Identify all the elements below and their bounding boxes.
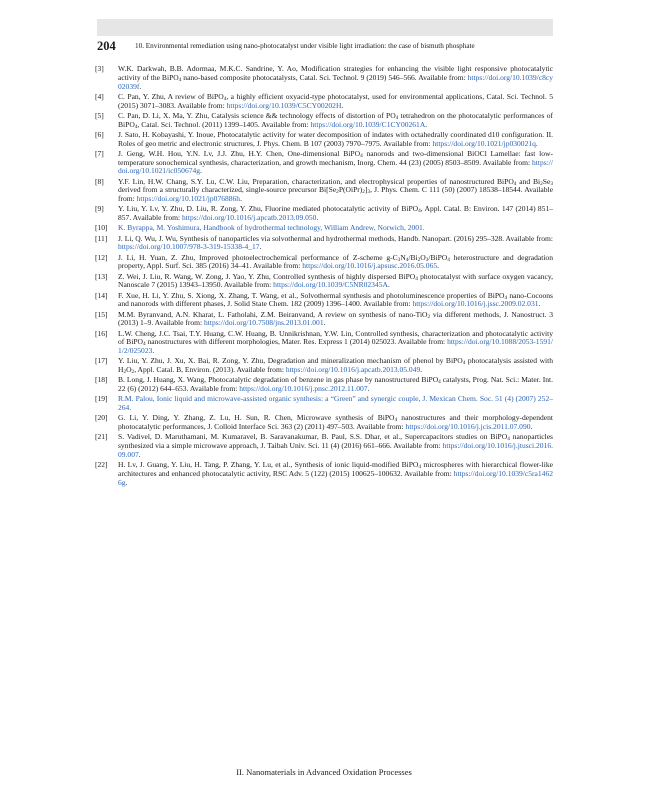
header-bar bbox=[97, 19, 553, 36]
reference-number: [4] bbox=[95, 91, 104, 101]
doi-link[interactable]: https://doi.org/10.1021/ic050674g bbox=[118, 157, 553, 176]
reference-list bbox=[95, 65, 553, 489]
reference-text[interactable]: K. Byrappa, M. Yoshimura, Handbook of hydrothermal technology, William Andrew, Norwich, 2001. bbox=[118, 223, 425, 233]
reference-number: [3] bbox=[95, 64, 104, 73]
reference-text: F. Xue, H. Li, Y. Zhu, S. Xiong, X. Zhang, T. Wang, et al., Solvothermal synthesis and photoluminescence properties of BiPO$_4$ nano-Cocoons and nanorods with different phases, J. Solid State Chem. 182 (2009) 1396–1400. Available from: bbox=[118, 290, 553, 309]
doi-link[interactable]: https://doi.org/10.1016/j.apsusc.2016.05.065 bbox=[302, 261, 438, 271]
doi-link[interactable]: https://doi.org/10.1039/C1CY00261A bbox=[310, 119, 426, 129]
reference-number: [16] bbox=[95, 328, 108, 338]
reference-number: [19] bbox=[95, 394, 108, 404]
reference-number: [15] bbox=[95, 309, 108, 319]
reference-number: [8] bbox=[95, 176, 104, 186]
reference-item bbox=[95, 414, 553, 432]
reference-text: L.W. Cheng, J.C. Tsai, T.Y. Huang, C.W. Huang, B. Unnikrishnan, Y.W. Lin, Controlled synthesis, characterization and photocatalytic activity of BiPO$_4$ nanostructures with different morphologies, Mater. Res. Express 1 (2014) 025023. Available from: bbox=[118, 328, 553, 348]
reference-text: J. Sato, H. Kobayashi, Y. Inoue, Photocatalytic activity for water decomposition of indates with octahedrally coordinated d10 configuration. II. Roles of geo metric and electronic structures, J. Phys. Chem. B 107 (2003) 7970–7975. Available from: bbox=[118, 129, 553, 148]
reference-number: [11] bbox=[95, 233, 108, 243]
reference-text: G. Li, Y. Ding, Y. Zhang, Z. Lu, H. Sun, R. Chen, Microwave synthesis of BiPO$_4$ nanostructures and their morphology-dependent photocatalytic performances, J. Colloid Interface Sci. 363 (2) (2011) 497–503. Available from: bbox=[118, 413, 553, 431]
doi-link[interactable]: https://doi.org/10.1016/j.jssc.2009.02.031 bbox=[412, 299, 539, 309]
reference-number: [21] bbox=[95, 432, 108, 442]
doi-link[interactable]: https://doi.org/10.1016/j.jcis.2011.07.090 bbox=[405, 422, 531, 431]
reference-text: H. Lv, J. Guang, Y. Liu, H. Tang, P. Zhang, Y. Lu, et al., Synthesis of ionic liquid-modified BiPO$_4$ microspheres with hierarchical flower-like architectures and enhanced photocatalytic activity, RSC Adv. 5 (122) (2015) 100625–100632. Available from: bbox=[118, 460, 553, 478]
reference-number: [10] bbox=[95, 223, 108, 233]
reference-item bbox=[95, 235, 553, 253]
reference-item bbox=[95, 273, 553, 291]
reference-item bbox=[95, 254, 553, 272]
reference-text: Y. Liu, Y. Lv, Y. Zhu, D. Liu, R. Zong, Y. Zhu, Fluorine mediated photocatalytic activity of BiPO$_4$, Appl. Catal. B: Environ. 147 (2014) 851–857. Available from: bbox=[118, 204, 553, 222]
reference-end-punct: . bbox=[437, 261, 440, 271]
doi-link[interactable]: https://doi.org/10.1088/2053-1591/1/2/025023 bbox=[118, 337, 554, 355]
doi-link[interactable]: https://doi.org/10.1016/j.jtusci.2016.09.007 bbox=[118, 441, 553, 459]
reference-text: B. Long, J. Huang, X. Wang, Photocatalytic degradation of benzene in gas phase by nanostructured BiPO$_4$ catalysts, Prog. Nat. Sci.: Mater. Int. 22 (6) (2012) 644–653. Available from: bbox=[118, 375, 553, 393]
reference-number: [20] bbox=[95, 413, 108, 423]
reference-text: Y.F. Lin, H.W. Chang, S.Y. Lu, C.W. Liu, Preparation, characterization, and electrophysical properties of nanostructured BiPO$_4$ and $Bi_2Se_3$ derived from a structurally characterized, single-source precursor $Bi[Se_2P(OiPr)_2]_3$, J. Phys. Chem. C 111 (50) (2007) 18538–18544. Available from: bbox=[118, 176, 553, 203]
reference-end-punct: . bbox=[367, 384, 370, 393]
reference-number: [7] bbox=[95, 148, 104, 158]
reference-end-punct: . bbox=[530, 422, 533, 431]
reference-text: W.K. Darkwah, B.B. Adormaa, M.K.C. Sandrine, Y. Ao, Modification strategies for enhancing the visible light responsive photocatalytic activity of the BiPO$_4$ nano-based composite photocatalysts, Catal. Sci. Technol. 9 (2019) 546–566. Available from: bbox=[118, 64, 553, 83]
reference-number: [13] bbox=[95, 271, 108, 281]
reference-end-punct: . bbox=[425, 119, 428, 129]
running-head: 10. Environmental remediation using nano-photocatalyst under visible light irradiation: the case of bismuth phosphate bbox=[135, 42, 475, 50]
page-number: 204 bbox=[97, 39, 116, 53]
page-header bbox=[97, 39, 567, 53]
reference-end-punct: . bbox=[152, 346, 155, 355]
doi-link[interactable]: https://doi.org/10.1016/j.apcatb.2013.09.050 bbox=[182, 213, 317, 222]
doi-link[interactable]: https://doi.org/10.1021/jp030021q bbox=[432, 138, 536, 148]
reference-item bbox=[95, 112, 553, 130]
reference-number: [14] bbox=[95, 290, 108, 300]
reference-end-punct: . bbox=[538, 299, 541, 309]
reference-number: [17] bbox=[95, 356, 108, 366]
reference-end-punct: . bbox=[138, 449, 141, 459]
reference-number: [22] bbox=[95, 460, 108, 469]
doi-link[interactable]: https://doi.org/10.1016/j.pnsc.2012.11.007 bbox=[239, 384, 368, 393]
page-footer: II. Nanomaterials in Advanced Oxidation Processes bbox=[236, 767, 412, 777]
reference-end-punct: . bbox=[341, 100, 344, 110]
reference-end-punct: . bbox=[139, 81, 142, 91]
reference-end-punct: . bbox=[200, 166, 202, 176]
reference-item bbox=[95, 131, 553, 149]
reference-item bbox=[95, 292, 553, 310]
reference-end-punct: . bbox=[316, 213, 319, 222]
reference-text[interactable]: R.M. Palou, Ionic liquid and microwave-assisted organic synthesis: a “Green” and synergic couple, J. Mexican Chem. Soc. 51 (4) (2007) 252–264. bbox=[118, 394, 553, 412]
reference-number: [5] bbox=[95, 110, 104, 120]
reference-end-punct: . bbox=[535, 138, 538, 148]
doi-link[interactable]: https://doi.org/10.1039/c5ra14626g bbox=[118, 468, 553, 487]
reference-end-punct: . bbox=[387, 280, 390, 290]
reference-end-punct: . bbox=[240, 194, 242, 203]
reference-item bbox=[95, 395, 553, 413]
reference-item bbox=[95, 65, 553, 91]
reference-end-punct: . bbox=[323, 318, 326, 328]
reference-item bbox=[95, 93, 553, 111]
reference-number: [18] bbox=[95, 375, 108, 385]
reference-text: S. Vadivel, D. Maruthamani, M. Kumaravel, B. Saravanakumar, B. Paul, S.S. Dhar, et al., Supercapacitors studies on BiPO$_4$ nanoparticles synthesized via a simple microwave approach, J. Taibah Univ. Sci. 11 (4) (2016) 661–666. Available from: bbox=[118, 432, 553, 450]
reference-item bbox=[95, 224, 553, 233]
reference-text: C. Pan, Y. Zhu, A review of BiPO$_4$, a highly efficient oxyacid-type photocatalyst, used for environmental applications, Catal. Sci. Technol. 5 (2015) 3071–3083. Available from: bbox=[118, 91, 553, 110]
doi-link[interactable]: https://doi.org/10.1039/C5NR02345A bbox=[273, 280, 388, 290]
reference-number: [9] bbox=[95, 204, 104, 214]
reference-item bbox=[95, 205, 553, 223]
reference-text: J. Geng, W.H. Hou, Y.N. Lv, J.J. Zhu, H.Y. Chen, One-dimensional BiPO$_4$ nanorods and two-dimensional BiOCl Lamellae: fast low-temperature sonochemical synthesis, characterization, and growth mechanism, Inorg. Chem. 44 (23) (2005) 8503–8509. Available from: bbox=[118, 148, 553, 167]
reference-number: [6] bbox=[95, 129, 104, 139]
reference-end-punct: . bbox=[125, 477, 128, 487]
reference-item bbox=[95, 357, 553, 375]
reference-text: C. Pan, D. Li, X. Ma, Y. Zhu, Catalysis science && technology effects of distortion of $PO_4$ tetrahedron on the photocatalytic performances of BiPO$_4$, Catal. Sci. Technol. (2011) 1399–1405. Available from: bbox=[118, 110, 553, 130]
reference-item bbox=[95, 330, 553, 356]
reference-item bbox=[95, 178, 553, 204]
reference-item bbox=[95, 311, 553, 329]
reference-text: J. Li, H. Yuan, Z. Zhu, Improved photoelectrochemical performance of Z-scheme $g-C_3N_4/Bi_2O_3/BiPO_4$ heterostructure and degradation property, Appl. Surf. Sci. 385 (2016) 34–41. Available from: bbox=[118, 252, 553, 271]
doi-link[interactable]: https://doi.org/10.1039/C5CY00202H bbox=[226, 100, 342, 110]
reference-end-punct: . bbox=[259, 242, 262, 252]
reference-item bbox=[95, 376, 553, 394]
reference-item bbox=[95, 461, 553, 487]
reference-item bbox=[95, 433, 553, 459]
reference-end-punct: . bbox=[420, 365, 423, 374]
doi-link[interactable]: https://doi.org/10.7508/jns.2013.01.001 bbox=[204, 318, 324, 328]
doi-link[interactable]: https://doi.org/10.1007/978-3-319-15338-4_17 bbox=[118, 242, 260, 252]
doi-link[interactable]: https://doi.org/10.1039/c8cy02039f bbox=[118, 72, 553, 91]
reference-text: Z. Wei, J. Liu, R. Wang, W. Zong, J. Yao, Y. Zhu, Controlled synthesis of highly dispersed BiPO$_4$ photocatalyst with surface oxygen vacancy, Nanoscale 7 (2015) 13943–13950. Available from: bbox=[118, 271, 553, 290]
reference-text: Y. Liu, Y. Zhu, J. Xu, X. Bai, R. Zong, Y. Zhu, Degradation and mineralization mechanism of phenol by BiPO$_4$ photocatalysis assisted with $H_2O_2$, Appl. Catal. B, Environ. (2013). Available from: bbox=[118, 356, 553, 376]
reference-number: [12] bbox=[95, 252, 108, 262]
doi-link[interactable]: https://doi.org/10.1021/jp076886h bbox=[136, 194, 241, 203]
reference-text: J. Li, Q. Wu, J. Wu, Synthesis of nanoparticles via solvothermal and hydrothermal methods, Handb. Nanopart. (2016) 295–328. Available from: bbox=[118, 233, 553, 243]
reference-text: M.M. Byranvand, A.N. Kharat, L. Fatholahi, Z.M. Beiranvand, A review on synthesis of nano-TiO$_2$ via different methods, J. Nanostruct. 3 (2013) 1–9. Available from: bbox=[118, 309, 553, 328]
reference-item bbox=[95, 150, 553, 176]
doi-link[interactable]: https://doi.org/10.1016/j.apcatb.2013.05.049 bbox=[285, 365, 421, 374]
